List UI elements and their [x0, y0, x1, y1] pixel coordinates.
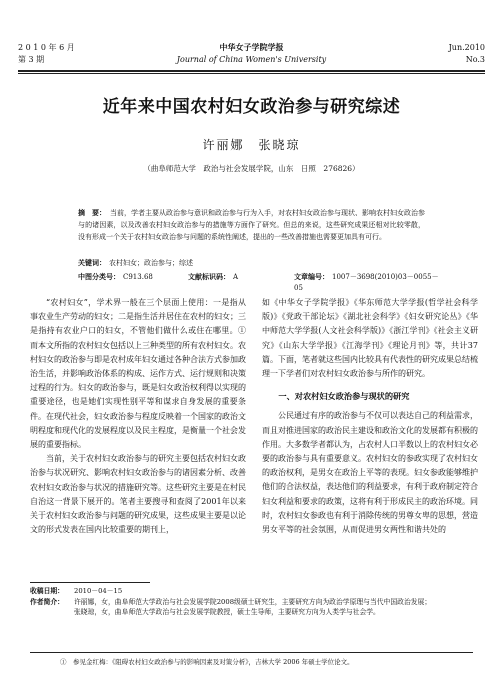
footnote-rule: [30, 582, 150, 583]
keywords: [78, 258, 425, 269]
header-journal-en: Journal of China Women's University: [176, 55, 327, 64]
article-affiliation: （曲阜师范大学 政治与社会发展学院，山东 日照 276826）: [143, 164, 360, 173]
clc-group: [78, 273, 153, 281]
header-journal-cn: 中华女子学院学报: [219, 43, 284, 52]
received-date: [30, 586, 473, 597]
author-bio-2: 张晓琼，女，曲阜师范大学政治与社会发展学院教授，硕士生导师，主要研究方向为人类学与社会学。: [74, 608, 380, 616]
article-number-group: [294, 272, 443, 294]
abstract-label: 摘 要：: [78, 209, 106, 217]
body-column-right: [262, 296, 478, 537]
author-bio-label: 作者简介：: [30, 597, 64, 606]
clc-label: 中图分类号：: [78, 273, 120, 281]
article-number-label: 文章编号：: [294, 273, 329, 281]
citation-rule: [30, 652, 473, 653]
clc-value: C913.68: [123, 273, 153, 281]
abstract: [78, 207, 425, 243]
article-authors: 许丽娜 张晓琼: [202, 138, 301, 152]
header-center: [18, 42, 485, 66]
author-bio-1: 许丽娜，女，曲阜师范大学政治与社会发展学院2008级硕士研究生，主要研究方向为政治学原理与当代中国政治发展；: [74, 597, 432, 606]
abstract-text: 当前，学者主要从政治参与意识和政治参与行为入手，对农村妇女政治参与现状、影响农村妇女政治参与的诸因素，以及改善农村妇女政治参与的措施等方面作了研究。但总的来说，这些研究成果还相对比较零散，没有形成一个关于农村妇女政治参与问题的系统性阐述，提出的一些改善措施也需要更加具有可行。: [78, 209, 425, 241]
article-number-value: 1007－3698(2010)03－0055－05: [294, 273, 439, 292]
body-paragraph: “农村妇女”，学术界一般在三个层面上使用：一是指从事农业生产劳动的妇女；二是指生活并居住在农村的妇女；三是指持有农业户口的妇女，不管他们做什么或住在哪里。① 而本文所指的农村妇女包括以上三种类型的所有农村妇女。农村妇女的政治参与即是农村成年妇女通过各种合法方式参加政治生活，并影响政治体系的构成、运作方式、运行规则和决策过程的行为。妇女的政治参与，既是妇女政治权利得以实现的重要途径，也是她们实现性别平等和谋求自身发展的重要条件。在现代社会，妇女政治参与程度反映着一个国家的政治文明程度和现代化的发展程度以及民主程度，是衡量一个社会发展的重要指标。: [30, 298, 246, 450]
body-paragraph: 如《中华女子学院学报》《华东师范大学学报(哲学社会科学版)》《党政干部论坛》《湖北社会科学》《妇女研究论丛》《华中师范大学学报(人文社会科学版)》《浙江学刊》《社会主义研究》《山东大学学报》《江海学刊》《理论月刊》等，共计37篇。下面，笔者就这些国内比较具有代表性的研究成果总结梳理一下学者们对农村妇女政治参与所作的研究。: [262, 298, 478, 379]
section-heading: 一、对农村妇女政治参与现状的研究: [278, 391, 410, 402]
classification-line: [78, 272, 443, 292]
doc-code-value: A: [233, 273, 239, 281]
keywords-label: 关键词：: [78, 259, 106, 267]
header-year-month: 2 0 1 0 年 6 月: [18, 43, 75, 52]
body-paragraph: 公民通过有序的政治参与不仅可以表达自己的利益需求，而且对推进国家的政治民主建设和政治文化的发展都有积极的作用。大多数学者都认为，占农村人口半数以上的农村妇女必要的政治参与具有重要意义。农村妇女的参政实现了农村妇女的政治权利，是男女在政治上平等的表现。妇女参政能够维护他们的合法权益，表达他们的利益要求，有利于政府制定符合妇女利益和要求的政策，这将有利于形成民主的政治环境。同时，农村妇女参政也有利于消除传统的男尊女卑的思想，营造男女平等的社会氛围，从而促进男女两性和谐共处的: [262, 411, 478, 535]
citation-footnote: ① 参见金红梅：《阻碍农村妇女政治参与的影响因素及对策分析》，吉林大学 2006 年硕士学位论文。: [60, 658, 354, 666]
keywords-text: 农村妇女；政治参与；综述: [109, 259, 193, 267]
header-rule-thin: [18, 73, 485, 74]
body-column-left: [30, 296, 246, 537]
doc-code-label: 文献标识码：: [188, 273, 230, 281]
body-paragraph: 当前，关于农村妇女政治参与的研究主要包括农村妇女政治参与状况研究、影响农村妇女政治参与的诸因素分析、改善农村妇女政治参与状况的措施研究等。这些研究主要是在村民自治这一背景下展开的。笔者主要搜寻和查阅了2001年以来关于农村妇女政治参与问题的研究成果，这些成果主要是以论文的形式发表在国内比较重要的期刊上，: [30, 454, 246, 535]
received-label: 收稿日期：: [30, 587, 64, 595]
header-right: [449, 42, 485, 66]
received-value: 2010－04－15: [74, 587, 123, 595]
header-number-en: No.3: [465, 55, 485, 64]
running-header: [18, 42, 485, 68]
author-bio: [30, 597, 473, 618]
doc-code-group: [188, 272, 238, 283]
article-title: 近年来中国农村妇女政治参与研究综述: [102, 97, 401, 117]
footnote-block: [30, 586, 473, 618]
header-rule-thick: [18, 70, 485, 72]
header-issue: 第 3 期: [18, 55, 45, 64]
header-date-en: Jun.2010: [448, 43, 485, 52]
